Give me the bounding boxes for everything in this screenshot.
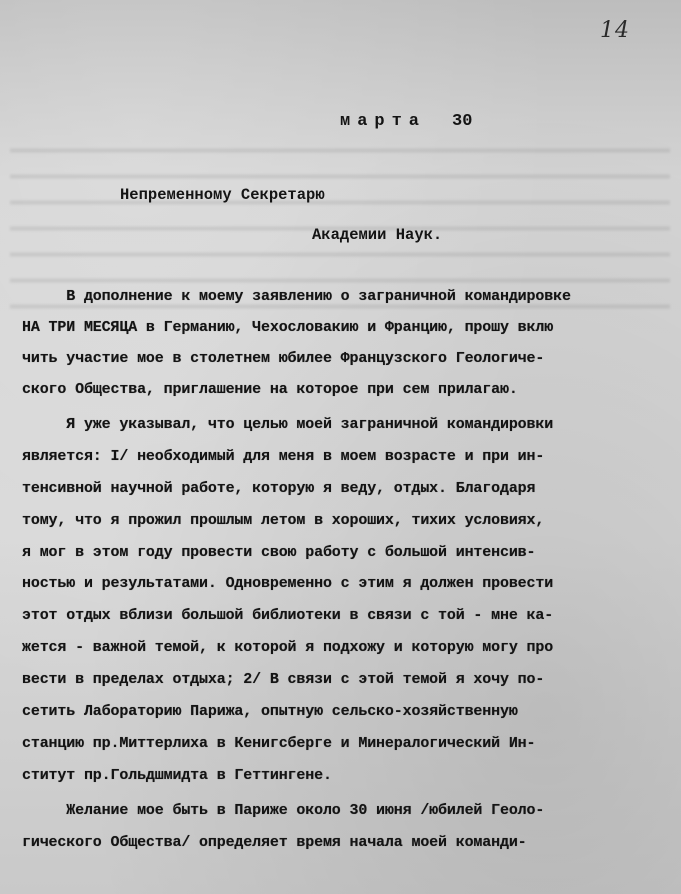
body-line: является: I/ необходимый для меня в моем возрасте и при ин- <box>22 448 545 465</box>
date-month: марта <box>340 112 427 131</box>
body-line: ского Общества, приглашение на которое при сем прилагаю. <box>22 381 518 398</box>
body-line: гического Общества/ определяет время начала моей команди- <box>22 834 527 851</box>
body-line: тенсивной научной работе, которую я веду, отдых. Благодаря <box>22 480 536 497</box>
body-line: Желание мое быть в Париже около 30 июня /юбилей Геоло- <box>22 802 545 819</box>
date-day: 30 <box>452 112 473 131</box>
body-line: сетить Лабораторию Парижа, опытную сельско-хозяйственную <box>22 703 518 720</box>
date-line <box>340 112 472 131</box>
body-line: ностью и результатами. Одновременно с этим я должен провести <box>22 575 554 592</box>
body-line: тому, что я прожил прошлым летом в хороших, тихих условиях, <box>22 512 545 529</box>
addressee-line-2: Академии Наук. <box>312 226 443 244</box>
body-line: чить участие мое в столетнем юбилее Французского Геологиче- <box>22 350 545 367</box>
body-line: станцию пр.Миттерлиха в Кенигсберге и Минералогический Ин- <box>22 735 536 752</box>
body-line: я мог в этом году провести свою работу с большой интенсив- <box>22 544 536 561</box>
body-line: НА ТРИ МЕСЯЦА в Германию, Чехословакию и Францию, прошу вклю <box>22 319 554 336</box>
page-number: 14 <box>600 18 630 43</box>
body-line: Я уже указывал, что целью моей заграничной командировки <box>22 416 554 433</box>
body-line: жется - важной темой, к которой я подхожу и которую могу про <box>22 639 554 656</box>
body-line: этот отдых вблизи большой библиотеки в связи с той - мне ка- <box>22 607 554 624</box>
body-line: ститут пр.Гольдшмидта в Геттингене. <box>22 767 332 784</box>
addressee-line-1: Непременному Секретарю <box>120 186 325 204</box>
body-line: вести в пределах отдыха; 2/ В связи с этой темой я хочу по- <box>22 671 545 688</box>
body-line: В дополнение к моему заявлению о заграничной командировке <box>22 288 571 305</box>
